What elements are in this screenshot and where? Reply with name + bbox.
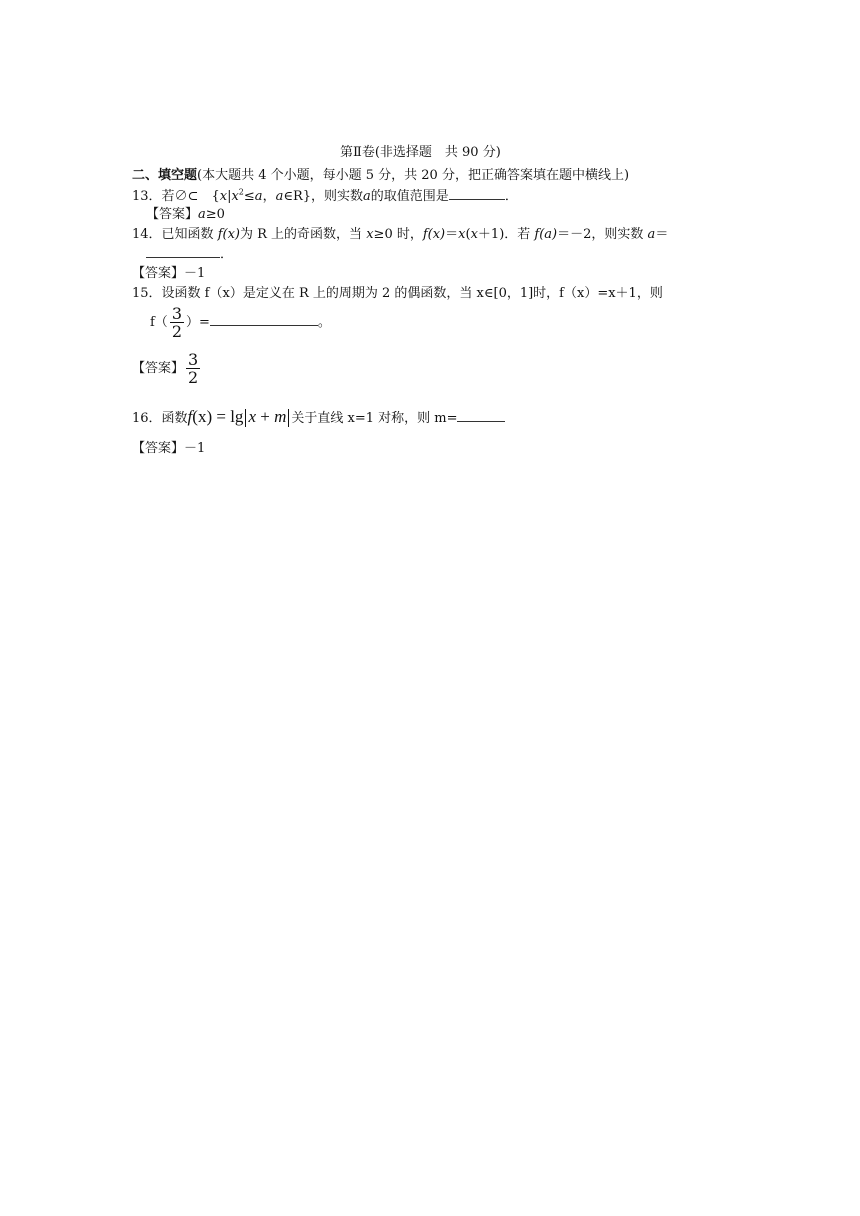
answer-blank[interactable] [210,313,318,326]
answer-value: ≥0 [205,207,225,222]
section-heading-note: (本大题共 4 个小题，每小题 5 分，共 20 分，把正确答案填在题中横线上) [197,168,630,183]
answer-value: －1 [184,266,206,281]
q14-var: x [458,227,466,242]
q14-var: x [470,227,478,242]
q14-var: f [422,227,428,242]
answer-label: 【答案】 [132,361,185,376]
fraction-numerator: 3 [171,304,182,323]
question-number: 14． [132,227,162,242]
q13-var: a [254,189,263,204]
q14-blank-line [146,245,233,264]
question-number: 16．函数 [132,411,188,426]
q14-var: (a) [539,227,558,242]
q13-text: ， [262,189,276,204]
answer-var: a [198,207,206,222]
q13-relation: ≤ [243,189,255,204]
q14-text: ＝－2，则实数 [557,227,644,242]
question-number: 15． [132,286,162,301]
answer-value: －1 [184,441,206,456]
q14-text: ≥0 时， [373,227,423,242]
q13-sep: | [227,189,232,204]
q14-var: f [534,227,540,242]
section-heading [132,167,629,185]
q15-text: 设函数 f（x）是定义在 R 上的周期为 2 的偶函数，当 x∈[0，1]时，f（x）=x＋1，则 [161,286,663,301]
q15-answer [132,349,202,389]
q14-text: ＝ [445,227,459,242]
abs-bar [288,409,289,427]
answer-label: 【答案】 [132,266,185,281]
formula-var: x [248,407,256,426]
answer-blank[interactable] [146,245,220,258]
q13-var: x [231,189,239,204]
fraction-numerator: 3 [188,350,199,369]
answer-label: 【答案】 [146,207,199,222]
q13-text: ∈R}，则实数 [283,189,364,204]
q16-answer [132,440,205,458]
q15-expression [150,303,331,343]
q13-period: ． [504,189,518,204]
q13-var: a [275,189,284,204]
answer-label: 【答案】 [132,441,185,456]
fraction-denominator: 2 [188,368,199,387]
q13-var: x [219,189,228,204]
q14-period: ． [220,247,234,262]
section-heading-label: 二、填空题 [132,168,198,183]
formula-text: + [255,407,275,426]
q14-var: x [366,227,374,242]
q13-text: 的取值范围是 [370,189,449,204]
q15-fraction [170,305,184,340]
question-16 [132,405,505,429]
answer-fraction [186,351,200,386]
q13-text: 若∅⊂ { [161,189,220,204]
q16-text: 关于直线 x=1 对称，则 m= [291,411,458,426]
q16-formula [188,407,292,426]
q14-var: f [217,227,223,242]
q15-period: 。 [317,315,331,330]
q14-text: 为 R 上的奇函数，当 [240,227,363,242]
q13-var: a [363,189,371,204]
q14-text: ( [465,227,471,242]
formula-var: f [187,407,193,426]
q14-answer [132,265,205,283]
formula-var: m [274,407,287,426]
formula-lg: lg [230,407,244,426]
q14-var: (x) [222,227,240,242]
question-15 [132,285,663,303]
q14-text: 已知函数 [161,227,214,242]
q14-text: ＋1)．若 [477,227,531,242]
q15-text: f（ [150,315,168,330]
formula-text: (x) = [192,407,231,426]
question-13 [132,187,518,206]
q13-answer [146,206,225,224]
answer-blank[interactable] [457,409,505,422]
abs-bar [245,409,246,427]
question-number: 13． [132,189,162,204]
q14-var: (x) [427,227,446,242]
question-14 [132,226,668,244]
section-title: 第Ⅱ卷(非选择题 共 90 分) [340,145,501,160]
q14-var: a [647,227,656,242]
q15-text: ）= [186,315,210,330]
q14-text: ＝ [655,227,669,242]
answer-blank[interactable] [449,187,505,200]
q13-exponent: 2 [238,187,244,197]
fraction-denominator: 2 [171,322,182,341]
